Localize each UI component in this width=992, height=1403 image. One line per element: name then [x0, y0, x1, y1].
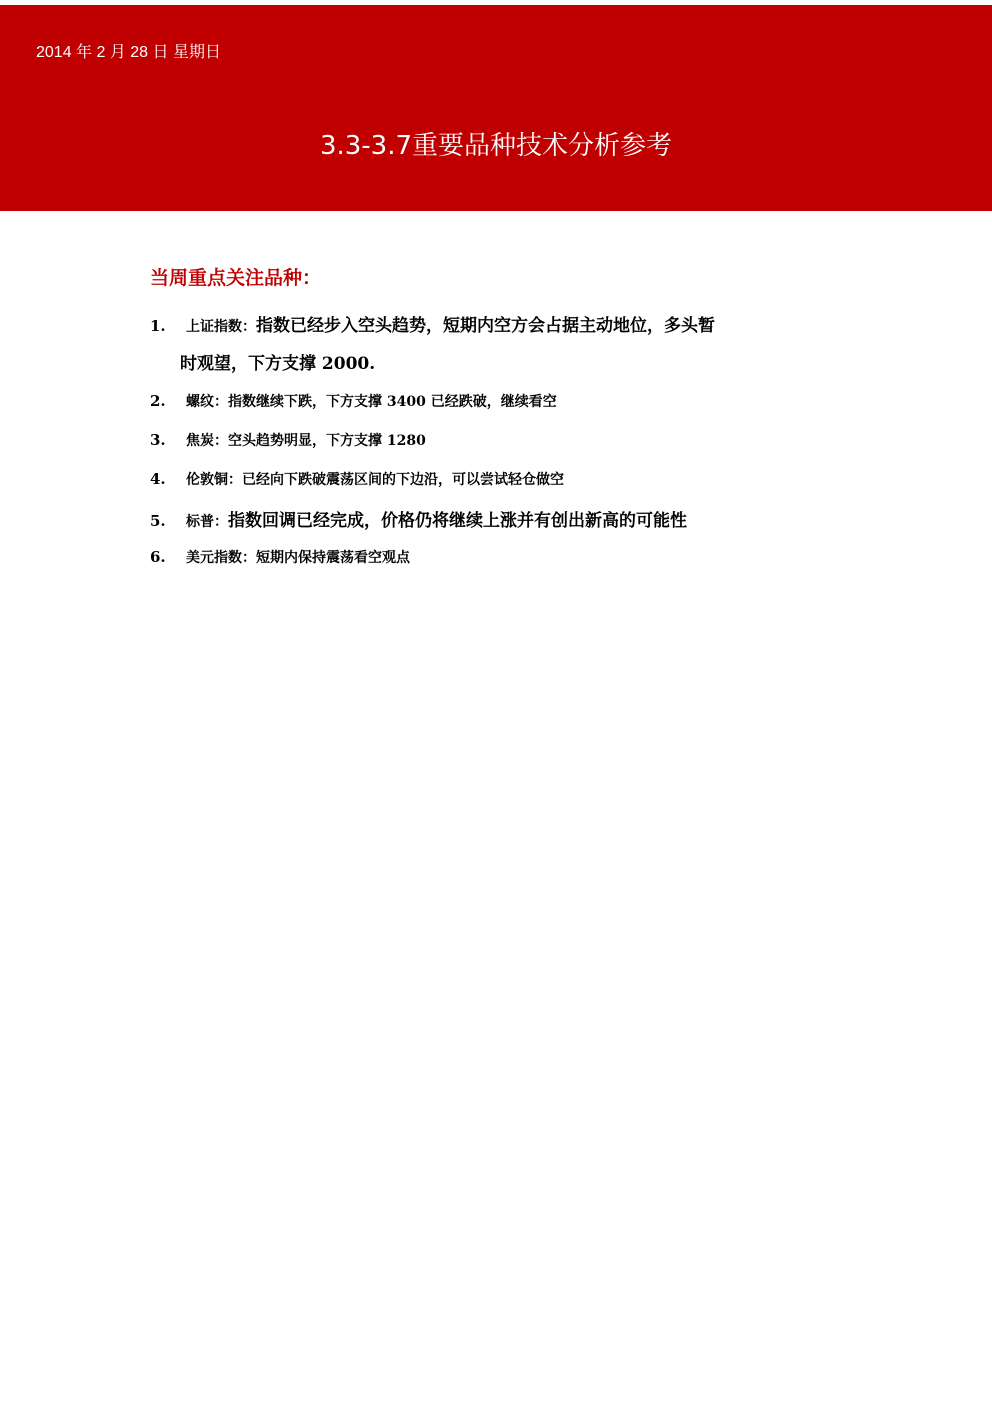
- item-number: 3.: [150, 431, 166, 449]
- list-item-london-copper: [150, 469, 564, 489]
- item-label: 伦敦铜：: [186, 472, 242, 488]
- item-number: 1.: [150, 317, 166, 335]
- item-number: 2.: [150, 392, 166, 410]
- item-number: 4.: [150, 470, 166, 488]
- item-text: 指数回调已经完成，价格仍将继续上涨并有创出新高的可能性: [228, 511, 687, 531]
- list-item-dollar-index: [150, 547, 410, 567]
- list-item-continuation: 时观望，下方支撑 2000.: [180, 354, 376, 374]
- item-text: 已经向下跌破震荡区间的下边沿，可以尝试轻仓做空: [242, 472, 564, 488]
- item-number: 6.: [150, 548, 166, 566]
- list-item-rebar: [150, 391, 557, 411]
- section-heading: 当周重点关注品种：: [150, 267, 322, 289]
- header-banner: [0, 5, 992, 211]
- list-item-shanghai-index: [150, 311, 715, 336]
- item-text: 短期内保持震荡看空观点: [256, 550, 410, 566]
- item-label: 上证指数：: [186, 319, 256, 335]
- list-item-sp500: [150, 506, 687, 531]
- item-text: 空头趋势明显，下方支撑 1280: [228, 433, 426, 449]
- item-number: 5.: [150, 512, 166, 530]
- report-title: 3.3-3.7重要品种技术分析参考: [319, 131, 673, 161]
- item-text: 指数继续下跌，下方支撑 3400 已经跌破，继续看空: [228, 394, 557, 410]
- list-item-coke: [150, 430, 426, 450]
- item-text: 指数已经步入空头趋势，短期内空方会占据主动地位，多头暂: [256, 316, 715, 336]
- item-label: 标普：: [186, 514, 228, 530]
- report-date: 2014 年 2 月 28 日 星期日: [36, 44, 221, 61]
- item-label: 焦炭：: [186, 433, 228, 449]
- item-label: 美元指数：: [186, 550, 256, 566]
- item-label: 螺纹：: [186, 394, 228, 410]
